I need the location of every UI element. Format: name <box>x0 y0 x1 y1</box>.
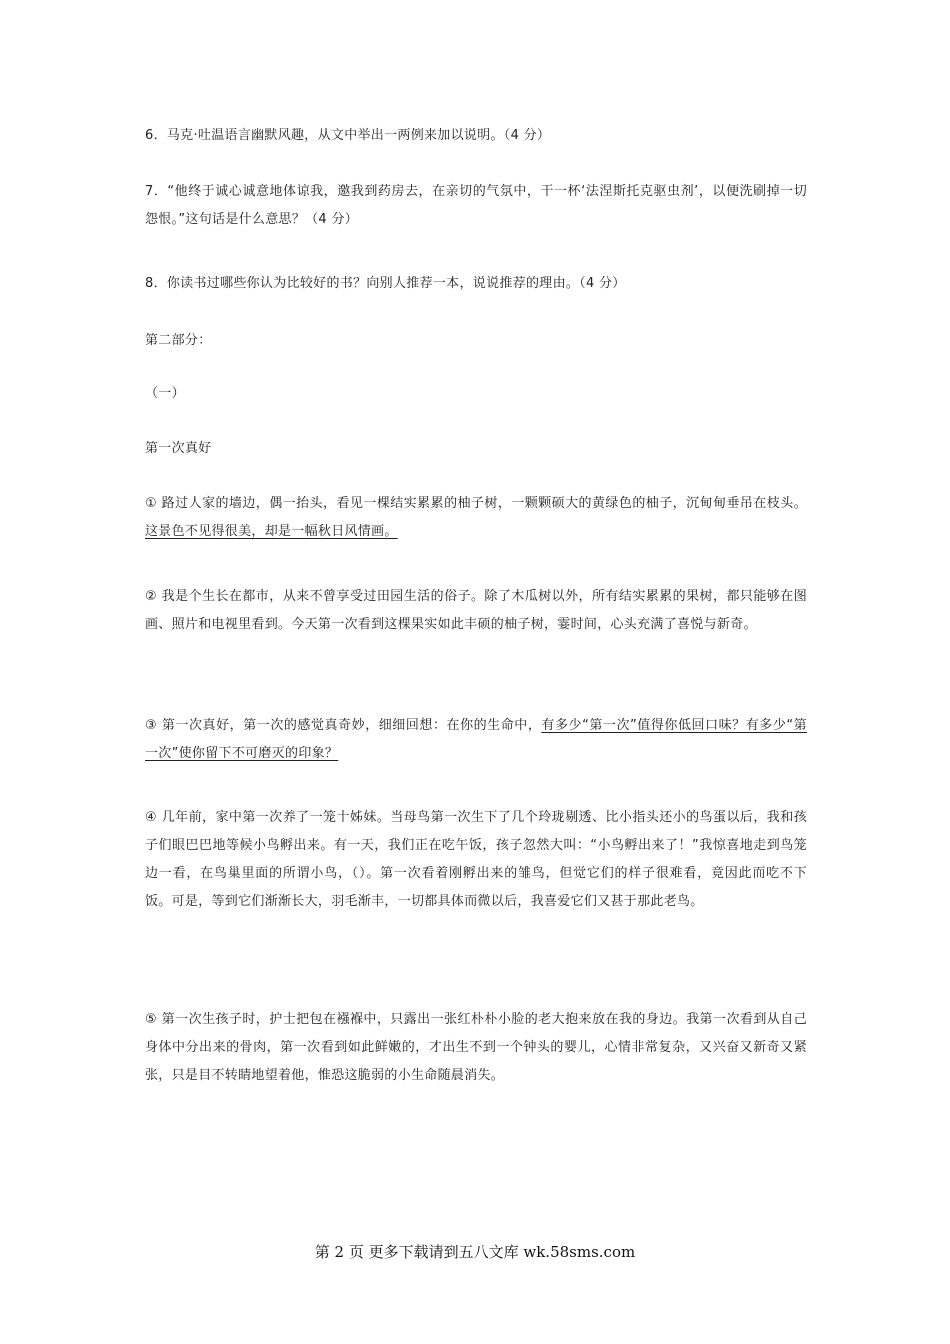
question-8: 8．你读书过哪些你认为比较好的书？向别人推荐一本，说说推荐的理由。（4 分） <box>145 276 626 291</box>
paragraph-2: ② 我是个生长在都市，从来不曾享受过田园生活的俗子。除了木瓜树以外，所有结实累累的果树，都只能够在图画、照片和电视里看到。今天第一次看到这棵果实如此丰硕的柚子树，霎时间，心头充满了喜悦与新奇。 <box>145 589 807 632</box>
page-footer: 第 2 页 更多下载请到五八文库 wk.58sms.com <box>314 1243 636 1261</box>
article-title: 第一次真好 <box>145 441 212 456</box>
section-number: （一） <box>145 386 185 401</box>
paragraph-3-text: ③ 第一次真好，第一次的感觉真奇妙，细细回想：在你的生命中， <box>145 718 542 733</box>
paragraph-4: ④ 几年前，家中第一次养了一笼十姊妹。当母鸟第一次生下了几个玲珑剔透、比小指头还小的鸟蛋以后，我和孩子们眼巴巴地等候小鸟孵出来。有一天，我们正在吃午饭，孩子忽然大叫：“小鸟孵出来了！”我惊喜地走到鸟笼边一看，在鸟巢里面的所谓小鸟，（）。第一次看着刚孵出来的雏鸟，但觉它们的样子很难看，竟因此而吃不下饭。可是，等到它们渐渐长大，羽毛渐丰，一切都具体而微以后，我喜爱它们又甚于那此老鸟。 <box>145 810 807 909</box>
part-two-heading: 第二部分： <box>145 333 212 348</box>
question-7: 7．“他终于诚心诚意地体谅我，邀我到药房去，在亲切的气氛中，干一杯‘法涅斯托克驱虫剂’，以便洗刷掉一切怨恨。”这句话是什么意思？（4 分） <box>145 184 807 227</box>
paragraph-3-underlined: 有多少“第一次”值得你低回口味？有多少“第一次”使你留下不可磨灭的印象？ <box>145 718 807 761</box>
paragraph-5: ⑤ 第一次生孩子时，护士把包在襁褓中，只露出一张红朴朴小脸的老大抱来放在我的身边。我第一次看到从自己身体中分出来的骨肉，第一次看到如此鲜嫩的，才出生不到一个钟头的婴儿，心情非常复杂，又兴奋又新奇又紧张，只是目不转睛地望着他，惟恐这脆弱的小生命随晨消失。 <box>145 1012 807 1083</box>
paragraph-3 <box>145 712 807 768</box>
question-6: 6．马克·吐温语言幽默风趣，从文中举出一两例来加以说明。（4 分） <box>145 128 551 143</box>
paragraph-1 <box>145 490 807 546</box>
paragraph-1-underlined: 这景色不见得很美，却是一幅秋日风情画。 <box>145 524 398 539</box>
paragraph-1-text: ① 路过人家的墙边，偶一抬头，看见一棵结实累累的柚子树，一颗颗硕大的黄绿色的柚子，沉甸甸垂吊在枝头。 <box>145 496 807 511</box>
